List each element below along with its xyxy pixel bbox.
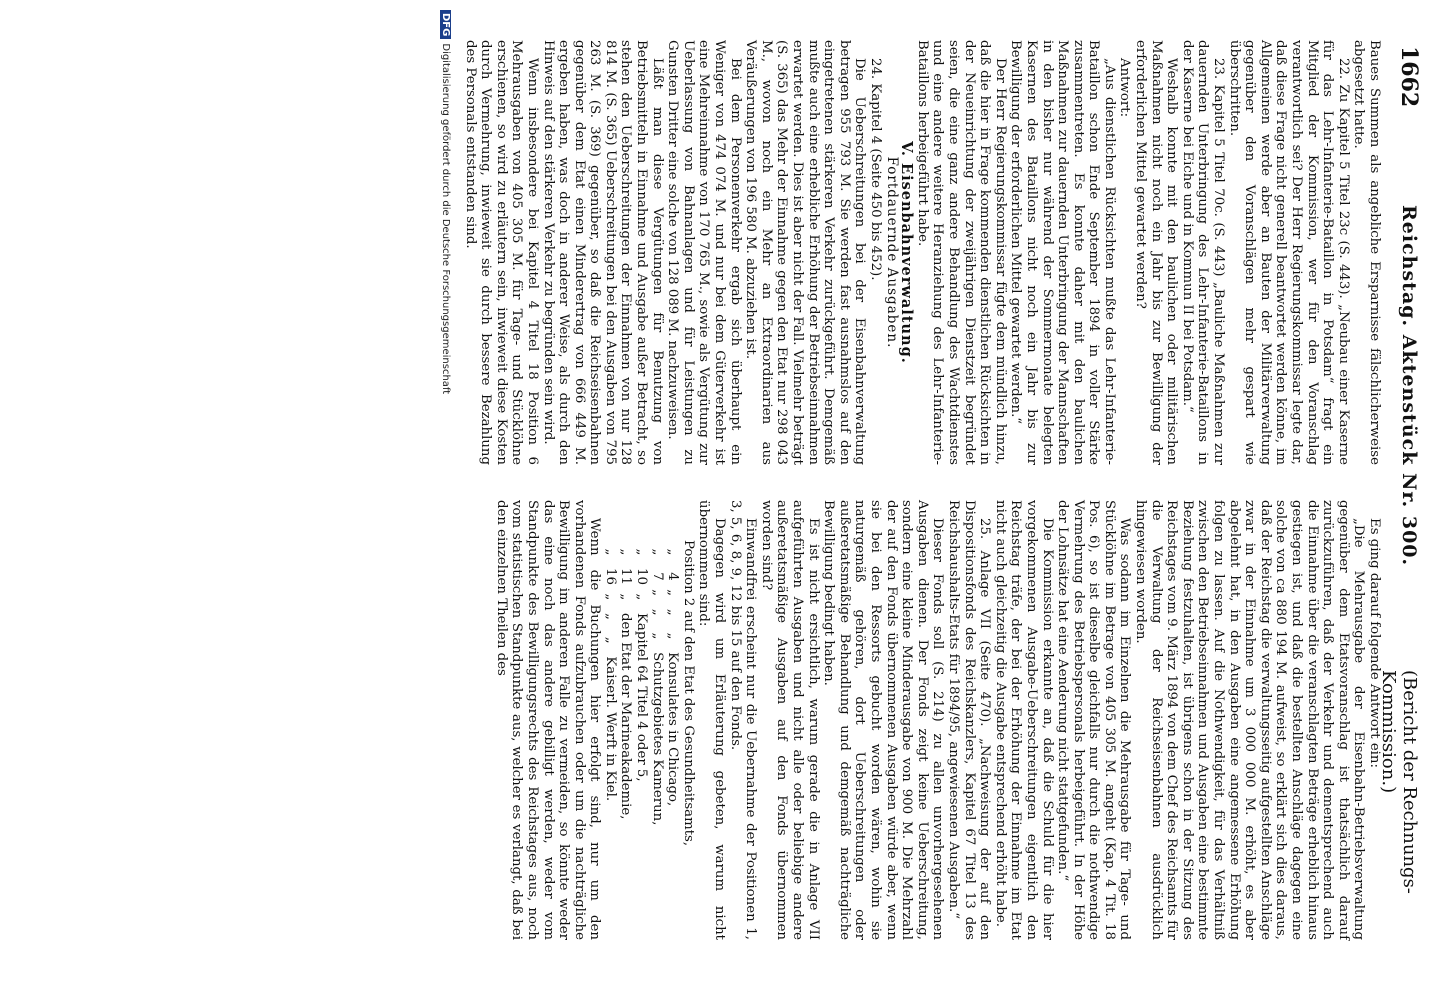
paragraph: Der Herr Regierungskommissar fügte dem mündlich hinzu, daß die hier in Frage kommenden dienstlichen Rücksichten in der Neueinrichtung der zweijährigen Dienstzeit begründet seien, die eine ganz andere Behandlung des Wachtdienstes und eine andere weitere Heranziehung des Lehr-Infanterie-Bataillons herbeigeführt habe.: [914, 40, 1008, 465]
header-subtitle: (Bericht der Rechnungs-Kommission.): [1378, 670, 1420, 894]
position-list-item: „ 16 „ „ „ Kaiserl. Werft in Kiel.: [602, 540, 618, 802]
dfg-logo: DFG: [440, 10, 451, 39]
paragraph: Die Kommission erkannte an, daß die Schuld für die hier vorgekommenen Ausgabe-Ueberschreitungen eigentlich den Reichstag träfe, der bei der Erhöhung der Einnahme im Etat nicht auch gleichzeitig die Ausgabe entsprechend erhöht habe.: [992, 500, 1055, 940]
paragraph: Dagegen wird um Erläuterung gebeten, warum nicht übernommen sind:: [696, 500, 728, 940]
paragraph: 25. Anlage VII (Seite 470). „Nachweisung der auf den Dispositionsfonds des Reichskanzlers, Kapitel 67 Titel 13 des Reichshaushalts-Etats für 1894/95, angewiesenen Ausgaben.“: [945, 500, 993, 940]
paragraph: Es ging darauf folgende Antwort ein:: [1367, 518, 1382, 768]
paragraph: Wenn insbesondere bei Kapitel 4 Titel 18 Position 6 Mehrausgaben von 405 305 M. für Tage- und Stücklöhne erschienen, so wird zu erläutern sein, inwieweit diese Kosten durch Vermehrung, inwieweit sie durch bessere Bezahlung des Personals entstanden sind.: [462, 40, 540, 465]
position-list-item: „ 7 „ „ „ Schutzgebietes Kamerun,: [649, 540, 665, 826]
header-title: Reichstag. Aktenstück Nr. 300.: [1398, 205, 1420, 567]
credit-text: Digitalisierung gefördert durch die Deutsche Forschungsgemeinschaft: [440, 43, 451, 395]
right-column: [493, 500, 1382, 940]
paragraph: Bei dem Personenverkehr ergab sich überhaupt ein Weniger von 474 074 M. und nur bei dem Güterverkehr ist eine Mehreinnahme von 170 765 M., sowie als Vergütung zur Ueberlassung von Bahnanlagen und für Leistungen zu Gunsten Dritter eine solche von 128 089 M. nachzuweisen.: [665, 40, 743, 465]
paragraph: 23. Kapitel 5 Titel 70c. (S. 443) „Bauliche Maßnahmen zur dauernden Unterbringung des Lehr-Infanterie-Bataillons in der Kaserne bei Eiche und in Kommun II bei Potsdam.“: [1179, 40, 1227, 465]
position-list-item: „ 11 „ den Etat der Marineakademie,: [618, 540, 634, 820]
paragraph: „Aus dienstlichen Rücksichten mußte das Lehr-Infanterie-Bataillon schon Ende September 1894 in voller Stärke zusammentreten. Es konnte daher mit den baulichen Maßnahmen zur dauernden Unterbringung der Mannschaften in den bisher nur während der Sommermonate belegten Kasernen des Bataillons nicht noch ein Jahr bis zur Bewilligung der erforderlichen Mittel gewartet werden.“: [1008, 40, 1117, 465]
paragraph: Wenn die Buchungen hier erfolgt sind, nur um den vorhandenen Fonds aufzubrauchen oder um die nachträgliche Bewilligung im anderen Falle zu vermeiden, so könnte weder das eine noch das andere gebilligt werden, weder vom Standpunkte des Bewilligungsrechts des Reichstages aus, noch vom statistischen Standpunkte aus, welcher es verlangt, daß bei den einzelnen Theilen des: [493, 500, 603, 940]
paragraph: „Die Mehrausgabe der Eisenbahn-Betriebsverwaltung gegenüber dem Etatsvoranschlag ist thatsächlich darauf zurückzuführen, daß der Verkehr und dementsprechend auch die Einnahme über die veranschlagten Beträge erheblich hinaus gestiegen ist, und daß die bestellten Anschläge dagegen eine solche von ca 880 194 M. aufweist, so erklärt sich dies daraus, daß der Reichstag die verwaltungsseitig aufgestellten Anschläge zwar in der Einnahme um 3 000 000 M. erhöht, es aber abgelehnt hat, in den Ausgaben eine angemessene Erhöhung folgen zu lassen. Auf die Nothwendigkeit, für das Verhältniß zwischen den Betriebseinnahmen und Ausgaben eine bestimmte Beziehung festzuhalten, ist übrigens schon in der Sitzung des Reichstages vom 9. März 1894 von dem Chef des Reichsamts für die Verwaltung der Reichseisenbahnen ausdrücklich hingewiesen worden.: [1133, 500, 1367, 940]
page-header: [1378, 30, 1426, 970]
position-list-item: „ 10 „ Kapitel 64 Titel 4 oder 5,: [634, 540, 650, 782]
paragraph: 24. Kapitel 4 (Seite 450 bis 452).: [868, 58, 883, 281]
paragraph: Baues Summen als angebliche Ersparnisse fälschlicherweise abgesetzt hatte.: [1351, 40, 1382, 465]
paragraph: Was sodann im Einzelnen die Mehrausgabe für Tage- und Stücklöhne im Betrage von 405 305 M. angeht (Kap. 4 Tit. 18 Pos. 6), so ist dieselbe gleichfalls nur durch die nothwendige Vermehrung des Betriebspersonals herbeigeführt. In der Höhe der Lohnsätze hat eine Aenderung nicht stattgefunden.“: [1055, 500, 1133, 940]
left-column: [462, 40, 1382, 465]
paragraph: 22. Zu Kapitel 5 Titel 23c (S. 443). „Neubau einer Kaserne für das Lehr-Infanterie-Bataillon in Potsdam“ fragt ein Mitglied der Kommission, wer für den Voranschlag verantwortlich sei? Der Herr Regierungskommissar legte dar, daß diese Frage nicht generell beantwortet werden könne, im Allgemeinen werde aber an Bauten der Militärverwaltung gegenüber den Voranschlägen mehr gespart wie überschritten.: [1226, 40, 1351, 465]
section-subheading: Fortdauernde Ausgaben.: [883, 156, 900, 349]
digitization-credit: [440, 10, 451, 394]
position-list-item: Position 2 auf den Etat des Gesundheitsamts,: [680, 540, 696, 847]
page-number: 1662: [1396, 46, 1422, 108]
section-heading: V. Eisenbahnverwaltung.: [898, 141, 916, 364]
paragraph: Läßt man diese Vergütungen für Benutzung von Betriebsmitteln in Einnahme und Ausgabe außer Betracht, so stehen den Ueberschreitungen der Einnahmen von nur 128 814 M. (S. 365) Ueberschreitungen bei den Ausgaben von 795 263 M. (S. 369) gegenüber, so daß die Reichseisenbahnen gegenüber dem Etat einen Minderertrag von 666 449 M. ergeben haben, was doch in anderer Weise, als durch den Hinweis auf den stärkeren Verkehr zu begründen sein wird.: [540, 40, 665, 465]
paragraph: Weshalb konnte mit den baulichen oder militärischen Maßnahmen nicht noch ein Jahr bis zur Bewilligung der erforderlichen Mittel gewartet werden?: [1133, 40, 1180, 465]
paragraph: Die Ueberschreitungen bei der Eisenbahnverwaltung betragen 955 793 M. Sie werden fast ausnahmslos auf den eingetretenen stärkeren Verkehr zurückgeführt. Demgemäß mußte auch eine erhebliche Erhöhung der Betriebseinnahmen erwartet werden. Dies ist aber nicht der Fall. Vielmehr beträgt (S. 365) das Mehr der Einnahme gegen den Etat nur 298 043 M., wovon noch ein Mehr an Extraordinarien aus Veräußerungen von 196 580 M. abzuziehen ist.: [743, 40, 868, 465]
paragraph: Dieser Fonds soll (S. 214) zu allen unvorhergesehenen Ausgaben dienen. Der Fonds zeigt keine Ueberschreitung, sondern eine kleine Minderausgabe von 900 M. Die Mehrzahl der auf den Fonds übernommenen Ausgaben würde aber, wenn sie bei den Ressorts gebucht worden wären, wohin sie naturgemäß gehören, dort Ueberschreitungen oder außeretatsmäßige Behandlung und demgemäß nachträgliche Bewilligung bedingt haben.: [821, 500, 946, 940]
position-list-item: „ 4 „ „ „ Konsulates in Chicago,: [665, 540, 681, 807]
paragraph: Einwandfrei erscheint nur die Uebernahme der Positionen 1, 3, 5, 6, 8, 9, 12 bis 15 auf den Fonds.: [727, 500, 759, 940]
paragraph: Es ist nicht ersichtlich, warum gerade die in Anlage VII aufgeführten Ausgaben und nicht alle oder beliebige andere außeretatsmäßige Ausgaben auf den Fonds übernommen worden sind?: [758, 500, 821, 940]
paragraph: Antwort:: [1117, 58, 1133, 118]
